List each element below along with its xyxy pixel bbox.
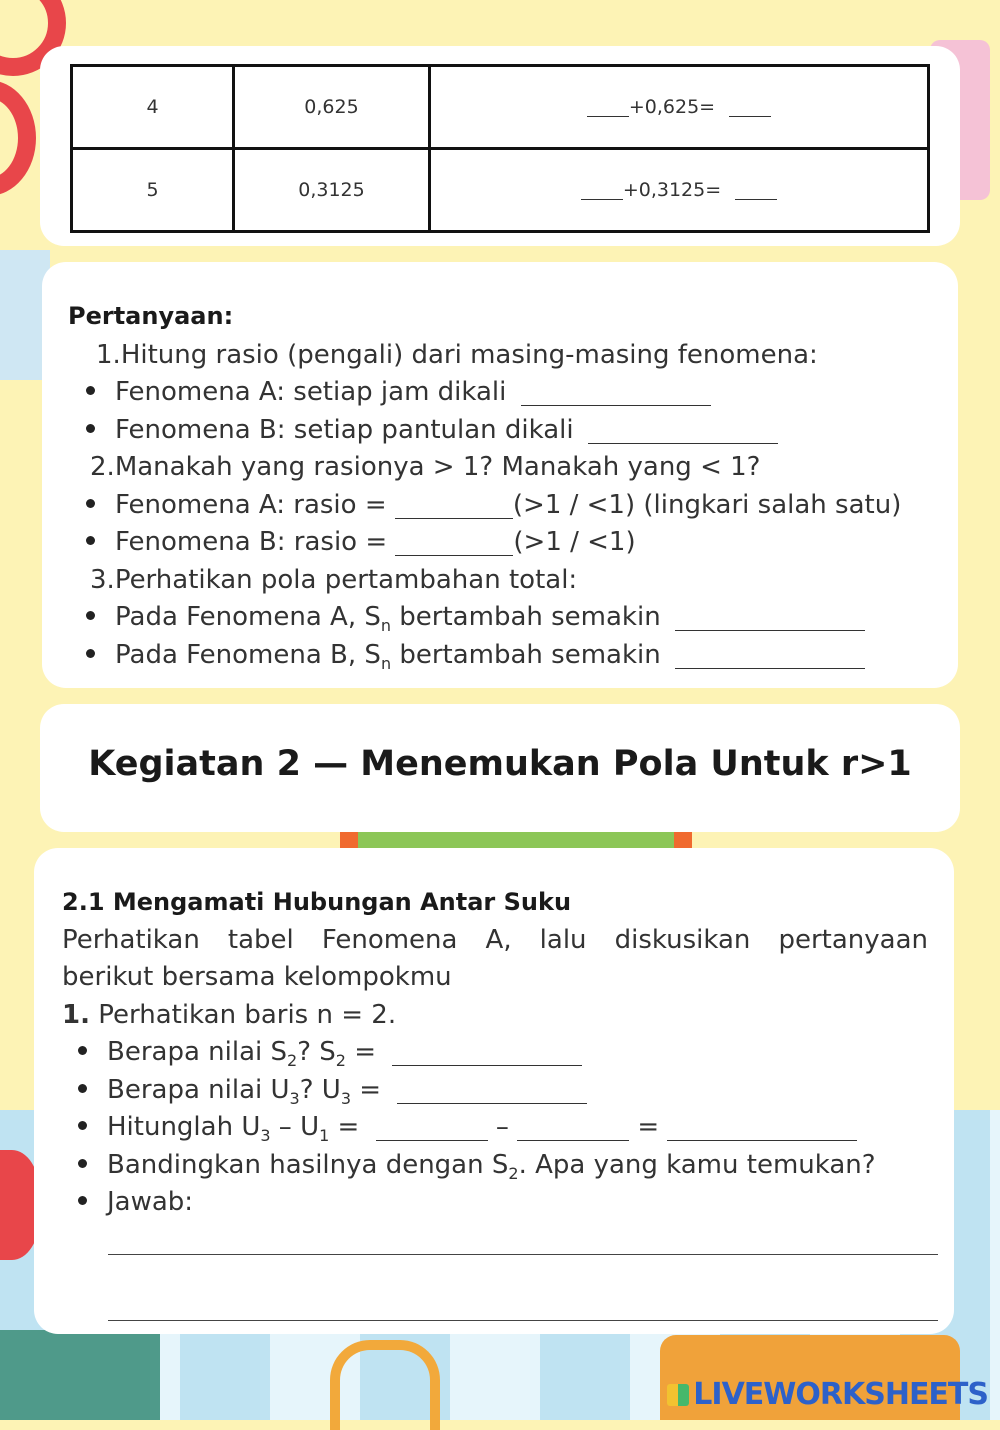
table-cell-value: 0,3125 bbox=[234, 149, 430, 232]
question-3-b: Pada Fenomena B, $S_n$ bertambah semakin bbox=[86, 640, 865, 673]
kegiatan-title: Kegiatan 2 — Menemukan Pola Untuk r>1 bbox=[88, 744, 912, 784]
answer-blank[interactable] bbox=[667, 1116, 857, 1141]
bullet-icon bbox=[78, 1121, 87, 1130]
bullet-icon bbox=[78, 1046, 87, 1055]
bullet-icon bbox=[78, 1084, 87, 1093]
blank-input[interactable] bbox=[735, 183, 777, 200]
liveworksheets-logo: LIVEWORKSHEETS bbox=[667, 1377, 988, 1412]
liveworksheets-icon bbox=[667, 1384, 689, 1406]
answer-blank[interactable] bbox=[521, 381, 711, 406]
table-row bbox=[72, 66, 929, 149]
answer-blank[interactable] bbox=[675, 606, 865, 631]
section21-intro-line1: Perhatikan tabel Fenomena A, lalu diskusikan pertanyaan bbox=[62, 925, 928, 955]
question-1-b: Fenomena B: setiap pantulan dikali bbox=[86, 415, 778, 445]
answer-blank[interactable] bbox=[517, 1116, 629, 1141]
bullet-icon bbox=[86, 499, 95, 508]
question-1: 1.Hitung rasio (pengali) dari masing-masing fenomena: bbox=[96, 340, 818, 370]
section21-bullet-u3: Berapa nilai $U_3$? $U_3$ = bbox=[78, 1075, 587, 1108]
answer-blank[interactable] bbox=[395, 494, 513, 519]
table-cell-n: 4 bbox=[72, 66, 234, 149]
table-row bbox=[72, 149, 929, 232]
answer-blank[interactable] bbox=[397, 1079, 587, 1104]
question-2-a: Fenomena A: rasio = (>1 / <1) (lingkari salah satu) bbox=[86, 490, 901, 520]
answer-blank[interactable] bbox=[588, 419, 778, 444]
bullet-icon bbox=[86, 611, 95, 620]
scissors-handle-decor-2 bbox=[0, 80, 36, 196]
blank-input[interactable] bbox=[581, 183, 623, 200]
answer-blank[interactable] bbox=[392, 1041, 582, 1066]
answer-line-2[interactable] bbox=[108, 1320, 938, 1321]
table-cell-formula: +0,3125= bbox=[430, 149, 929, 232]
sum-table bbox=[70, 64, 930, 233]
section21-intro-line2: berikut bersama kelompokmu bbox=[62, 962, 452, 992]
question-1-a: Fenomena A: setiap jam dikali bbox=[86, 377, 711, 407]
bullet-icon bbox=[86, 536, 95, 545]
blank-input[interactable] bbox=[729, 100, 771, 117]
section21-item-1: 1. Perhatikan baris n = 2. bbox=[62, 1000, 397, 1030]
table-cell-formula: +0,625= bbox=[430, 66, 929, 149]
question-3: 3.Perhatikan pola pertambahan total: bbox=[90, 565, 578, 595]
section21-heading: 2.1 Mengamati Hubungan Antar Suku bbox=[62, 888, 572, 916]
table-cell-n: 5 bbox=[72, 149, 234, 232]
books-decor bbox=[0, 1330, 160, 1420]
section21-bullet-difference: Hitunglah $U_3 - U_1$ = – = bbox=[78, 1112, 857, 1145]
answer-line-1[interactable] bbox=[108, 1254, 938, 1255]
blank-input[interactable] bbox=[587, 100, 629, 117]
bullet-icon bbox=[86, 424, 95, 433]
answer-blank[interactable] bbox=[395, 531, 513, 556]
section21-bullet-compare: Bandingkan hasilnya dengan $S_2$. Apa yang kamu temukan? bbox=[78, 1150, 876, 1183]
answer-blank[interactable] bbox=[376, 1116, 488, 1141]
section21-bullet-answer: Jawab: bbox=[78, 1187, 193, 1217]
question-2: 2.Manakah yang rasionya > 1? Manakah yang < 1? bbox=[90, 452, 761, 482]
table-cell-value: 0,625 bbox=[234, 66, 430, 149]
question-2-b: Fenomena B: rasio = (>1 / <1) bbox=[86, 527, 636, 557]
basket-decor bbox=[330, 1340, 440, 1430]
question-3-a: Pada Fenomena A, $S_n$ bertambah semakin bbox=[86, 602, 865, 635]
bullet-icon bbox=[78, 1159, 87, 1168]
bullet-icon bbox=[86, 386, 95, 395]
section21-bullet-s2: Berapa nilai $S_2$? $S_2$ = bbox=[78, 1037, 582, 1070]
questions-heading: Pertanyaan: bbox=[68, 302, 234, 330]
answer-blank[interactable] bbox=[675, 644, 865, 669]
bullet-icon bbox=[78, 1196, 87, 1205]
bullet-icon bbox=[86, 649, 95, 658]
